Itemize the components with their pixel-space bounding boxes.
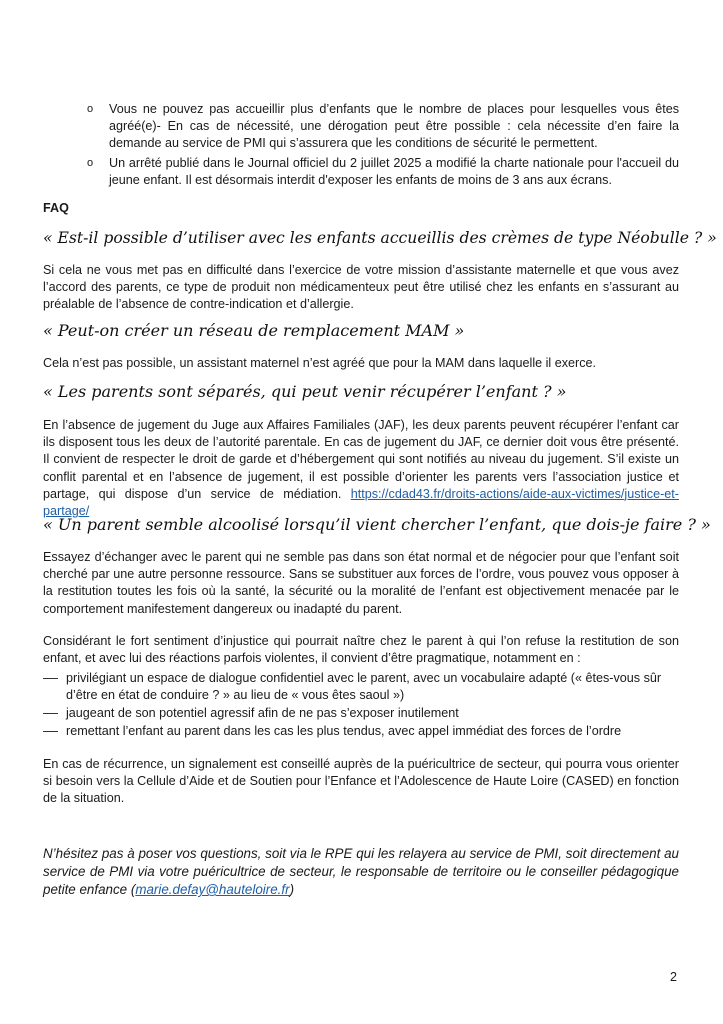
bullet-item	[43, 155, 679, 189]
email-link[interactable]: marie.defay@hauteloire.fr	[135, 882, 290, 897]
closing-end: )	[289, 882, 295, 897]
question-heading-alcohol: « Un parent semble alcoolisé lorsqu’il vient chercher l’enfant, que dois-je faire ? »	[43, 515, 711, 534]
dash-item-text: privilégiant un espace de dialogue confidentiel avec le parent, avec un vocabulaire adapté (« êtes-vous sûr d’être en état de conduire ? » au lieu de « vous êtes saoul »)	[66, 671, 662, 703]
answer-alcohol-1: Essayez d’échanger avec le parent qui ne semble pas dans son état normal et de négocier pour que l’enfant soit cherché par une autre personne ressource. Sans se substituer aux forces de l’ordre, vous pouvez vous opposer à la restitution toutes les fois où la santé, la sécurité ou la moralité de l’enfant est objectivement menacée par le comportement manifestement dangereux ou inadapté du parent.	[43, 550, 679, 616]
bullet-marker: o	[87, 156, 94, 169]
dash-item-text: jaugeant de son potentiel agressif afin de ne pas s’exposer inutilement	[66, 705, 459, 720]
question-heading-mam: « Peut-on créer un réseau de remplacement MAM »	[43, 321, 465, 340]
answer-alcohol-2: Considérant le fort sentiment d’injustice qui pourrait naître chez le parent à qui l’on refuse la restitution de son enfant, et avec lui des réactions parfois violentes, il convient d’être pragmatique, notamment en :	[43, 634, 679, 666]
answer-separated-parents	[43, 417, 679, 520]
closing-note	[43, 845, 679, 899]
answer-mam: Cela n’est pas possible, un assistant maternel n’est agréé que pour la MAM dans laquelle il exerce.	[43, 356, 597, 370]
dash-item-text: remettant l’enfant au parent dans les cas les plus tendus, avec appel immédiat des forces de l’ordre	[66, 723, 622, 738]
faq-label: FAQ	[43, 201, 69, 215]
answer-separated-parents-text: En l’absence de jugement du Juge aux Affaires Familiales (JAF), les deux parents peuvent récupérer l’enfant car ils disposent tous les deux de l’autorité parentale. En cas de jugement du JAF, ce dernier doit vous être présenté. Il convient de respecter le droit de garde et d’hébergement qui sont notifiés au niveau du jugement. S’il existe un conflit parental et en l’absence de jugement, il est possible d’orienter les parents vers l’association justice et partage, qui dispose d’un service de médiation.	[43, 418, 679, 501]
bullet-text: Un arrêté publié dans le Journal officiel du 2 juillet 2025 a modifié la charte nationale pour l'accueil du jeune enfant. Il est désormais interdit d'exposer les enfants de moins de 3 ans aux écrans.	[109, 155, 679, 187]
question-heading-separated-parents: « Les parents sont séparés, qui peut venir récupérer l’enfant ? »	[43, 382, 567, 401]
answer-alcohol-3: En cas de récurrence, un signalement est conseillé auprès de la puéricultrice de secteur, qui pourra vous orienter si besoin vers la Cellule d’Aide et de Soutien pour l’Enfance et l’Adolescence de Haute Loire (CASED) en fonction de la situation.	[43, 757, 679, 806]
bullet-text: Vous ne pouvez pas accueillir plus d’enfants que le nombre de places pour lesquelles vous êtes agréé(e)- En cas de nécessité, une dérogation peut être possible : cela nécessite d’en faire la demande au service de PMI qui s’assurera que les conditions de sécurité le permettent.	[109, 102, 679, 151]
page-number: 2	[670, 970, 678, 984]
bullet-marker: o	[87, 103, 94, 115]
dash-item	[43, 705, 679, 722]
justice-partage-link[interactable]: https://cdad43.fr/droits-actions/aide-aux-victimes/justice-et-partage/	[43, 486, 679, 519]
dash-item	[43, 670, 679, 704]
dash-list	[43, 670, 679, 740]
bullet-item	[43, 101, 679, 153]
closing-text: N’hésitez pas à poser vos questions, soit via le RPE qui les relayera au service de PMI, soit directement au service de PMI via votre puéricultrice de secteur, le responsable de territoire ou le conseiller pédagogique petite enfance (	[43, 846, 679, 897]
answer-cream: Si cela ne vous met pas en difficulté dans l’exercice de votre mission d’assistante maternelle et que vous avez l’accord des parents, ce type de produit non médicamenteux peut être utilisé chez les enfants en s’assurant au préalable de l’absence de contre-indication et d’allergie.	[43, 263, 679, 312]
dash-item	[43, 723, 679, 740]
bullet-list	[43, 101, 679, 189]
question-heading-cream: « Est-il possible d’utiliser avec les enfants accueillis des crèmes de type Néobulle ? »	[43, 229, 717, 247]
dash-marker	[43, 678, 58, 679]
dash-marker	[43, 731, 58, 732]
dash-marker	[43, 713, 58, 714]
